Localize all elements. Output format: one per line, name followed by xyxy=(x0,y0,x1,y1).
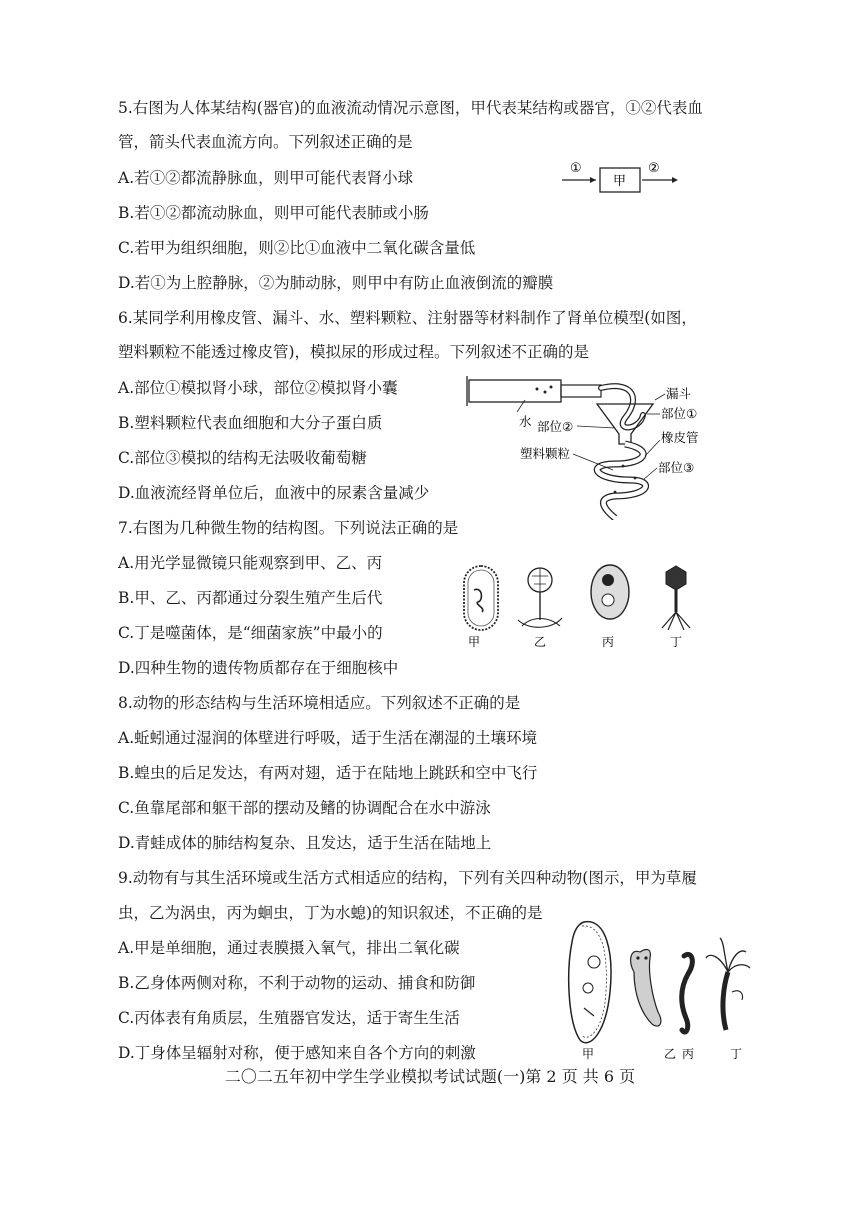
q6-fig-label-water: 水 xyxy=(519,414,532,429)
q9-option-a: A.甲是单细胞，通过表膜摄入氧气，排出二氧化碳 xyxy=(118,939,460,957)
q9-option-b: B.乙身体两侧对称，不利于动物的运动、捕食和防御 xyxy=(118,974,476,992)
q7-stem: 7.右图为几种微生物的结构图。下列说法正确的是 xyxy=(118,519,459,537)
q9-fig-label-bing: 丙 xyxy=(682,1047,695,1061)
q9-animals-figure xyxy=(560,912,760,1062)
q5-stem-line2: 管，箭头代表血流方向。下列叙述正确的是 xyxy=(118,133,413,151)
q7-option-b: B.甲、乙、丙都通过分裂生殖产生后代 xyxy=(118,589,383,607)
yeast-icon xyxy=(591,565,629,619)
q7-fig-label-ding: 丁 xyxy=(670,635,683,649)
q5-option-c: C.若甲为组织细胞，则②比①血液中二氧化碳含量低 xyxy=(118,239,476,257)
q6-fig-label-funnel: 漏斗 xyxy=(666,386,692,401)
q6-nephron-model-figure xyxy=(465,370,715,520)
q8-option-d: D.青蛙成体的肺结构复杂、且发达，适于生活在陆地上 xyxy=(118,834,492,852)
planarian-icon xyxy=(631,950,661,1027)
q6-option-a: A.部位①模拟肾小球，部位②模拟肾小囊 xyxy=(118,379,398,397)
q8-stem: 8.动物的形态结构与生活环境相适应。下列叙述不正确的是 xyxy=(118,694,521,712)
q6-option-d: D.血液流经肾单位后，血液中的尿素含量减少 xyxy=(118,484,430,502)
roundworm-icon xyxy=(682,954,693,1032)
q6-option-b: B.塑料颗粒代表血细胞和大分子蛋白质 xyxy=(118,414,383,432)
q6-stem-line2: 塑料颗粒不能透过橡皮管)，模拟尿的形成过程。下列叙述不正确的是 xyxy=(118,343,590,361)
q5-fig-label-in: ① xyxy=(570,161,582,176)
q6-fig-label-part1: 部位① xyxy=(661,406,698,421)
q9-fig-label-ding: 丁 xyxy=(730,1047,743,1061)
q6-fig-label-part2: 部位② xyxy=(537,419,574,434)
q6-fig-label-tube: 橡皮管 xyxy=(661,430,699,445)
q5-option-d: D.若①为上腔静脉，②为肺动脉，则甲中有防止血液倒流的瓣膜 xyxy=(118,274,554,292)
q8-option-b: B.蝗虫的后足发达，有两对翅，适于在陆地上跳跃和空中飞行 xyxy=(118,764,538,782)
q9-stem-line2: 虫，乙为涡虫，丙为蛔虫，丁为水螅)的知识叙述，不正确的是 xyxy=(118,904,543,922)
q5-option-b: B.若①②都流动脉血，则甲可能代表肺或小肠 xyxy=(118,204,429,222)
q5-blood-flow-diagram xyxy=(560,158,690,198)
q5-fig-label-out: ② xyxy=(648,161,660,176)
phage-icon xyxy=(666,566,686,590)
q7-fig-label-bing: 丙 xyxy=(602,635,615,649)
q7-microorganisms-figure xyxy=(448,556,698,650)
q9-fig-label-jia: 甲 xyxy=(582,1047,595,1061)
q8-option-c: C.鱼靠尾部和躯干部的摆动及鳍的协调配合在水中游泳 xyxy=(118,799,491,817)
q9-option-d: D.丁身体呈辐射对称，便于感知来自各个方向的刺激 xyxy=(118,1044,476,1062)
q5-fig-label-box: 甲 xyxy=(613,174,627,189)
hydra-icon xyxy=(723,972,728,1030)
q5-option-a: A.若①②都流静脉血，则甲可能代表肾小球 xyxy=(118,169,414,187)
q7-fig-label-jia: 甲 xyxy=(468,635,481,649)
q7-option-c: C.丁是噬菌体，是“细菌家族”中最小的 xyxy=(118,624,383,642)
q6-stem-line1: 6.某同学利用橡皮管、漏斗、水、塑料颗粒、注射器等材料制作了肾单位模型(如图， xyxy=(118,309,697,327)
q6-fig-label-part3: 部位③ xyxy=(658,460,695,475)
paramecium-icon xyxy=(569,922,611,1043)
q7-option-a: A.用光学显微镜只能观察到甲、乙、丙 xyxy=(118,554,383,572)
q5-stem-line1: 5.右图为人体某结构(器官)的血液流动情况示意图，甲代表某结构或器官，①②代表血 xyxy=(118,99,703,117)
q7-fig-label-yi: 乙 xyxy=(534,635,547,649)
q9-fig-label-yi: 乙 xyxy=(664,1047,677,1061)
q6-fig-label-beads: 塑料颗粒 xyxy=(520,446,571,461)
q7-option-d: D.四种生物的遗传物质都存在于细胞核中 xyxy=(118,659,399,677)
q9-option-c: C.丙体表有角质层，生殖器官发达，适于寄生生活 xyxy=(118,1009,460,1027)
q9-stem-line1: 9.动物有与其生活环境或生活方式相适应的结构，下列有关四种动物(图示，甲为草履 xyxy=(118,869,697,887)
q8-option-a: A.蚯蚓通过湿润的体壁进行呼吸，适于生活在潮湿的土壤环境 xyxy=(118,729,538,747)
q6-option-c: C.部位③模拟的结构无法吸收葡萄糖 xyxy=(118,449,367,467)
page-footer: 二〇二五年初中学生学业模拟考试试题(一)第 2 页 共 6 页 xyxy=(224,1067,636,1086)
